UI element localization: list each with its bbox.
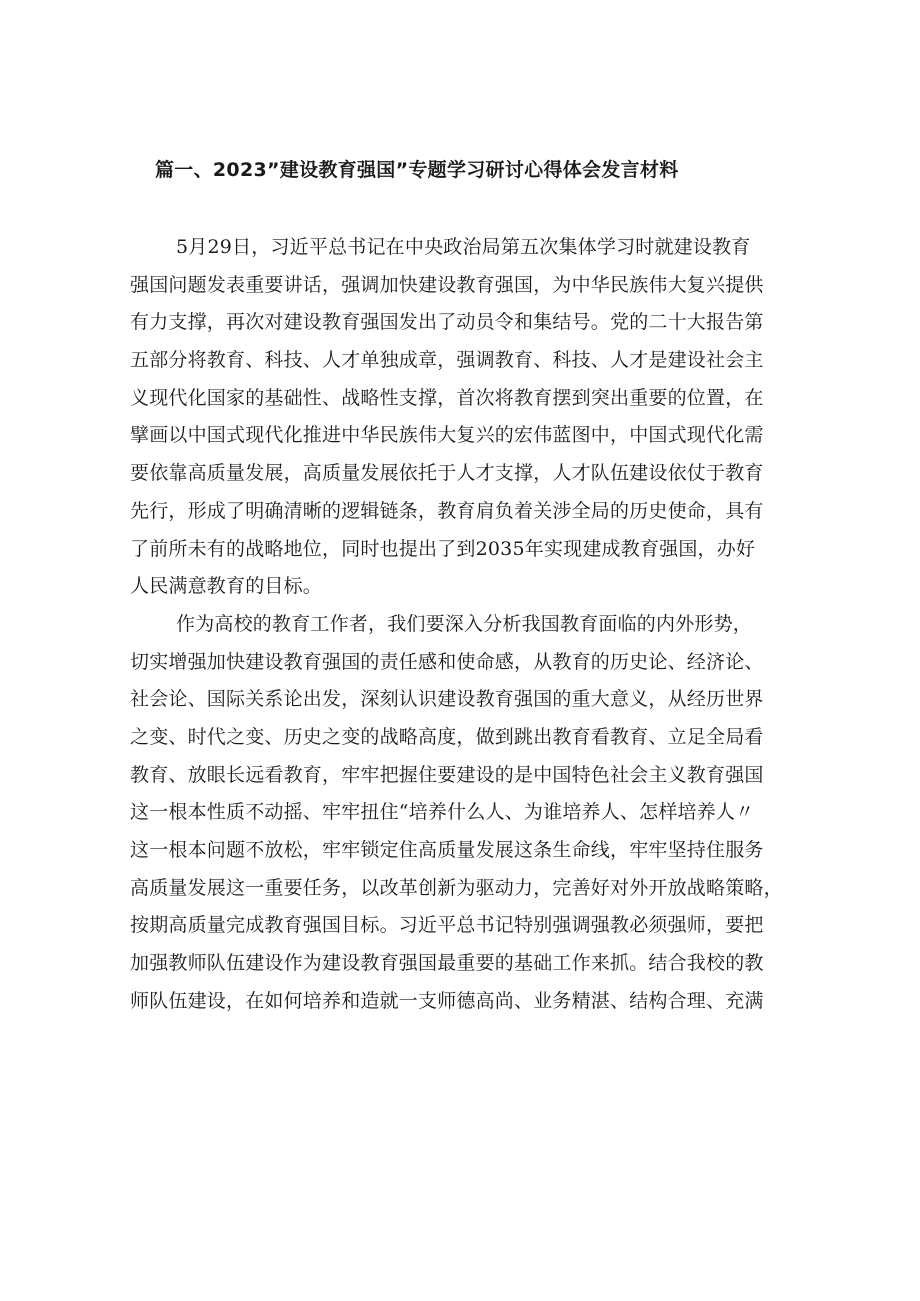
text-line: 强国问题发表重要讲话，强调加快建设教育强国，为中华民族伟大复兴提供 — [130, 273, 764, 296]
text-line: 按期高质量完成教育强国目标。习近平总书记特别强调强教必须强师，要把 — [130, 914, 764, 937]
text-line: 社会论、国际关系论出发，深刻认识建设教育强国的重大意义，从经历世界 — [130, 688, 764, 711]
text-line: 切实增强加快建设教育强国的责任感和使命感，从教育的历史论、经济论、 — [130, 650, 764, 673]
text-line: 这一根本性质不动摇、牢牢扭住“培养什么人、为谁培养人、怎样培养人〃 — [130, 801, 755, 824]
text-line: 之变、时代之变、历史之变的战略高度，做到跳出教育看教育、立足全局看 — [130, 725, 764, 748]
text-line: 义现代化国家的基础性、战略性支撑，首次将教育摆到突出重要的位置，在 — [130, 386, 764, 409]
text-line: 这一根本问题不放松，牢牢锁定住高质量发展这条生命线，牢牢坚持住服务 — [130, 839, 764, 861]
text-line: 作为高校的教育工作者，我们要深入分析我国教育面临的内外形势， — [176, 612, 753, 635]
paragraph-1 — [130, 229, 798, 606]
document-body — [130, 229, 798, 1020]
text-line: 擘画以中国式现代化推进中华民族伟大复兴的宏伟蓝图中，中国式现代化需 — [130, 424, 764, 447]
text-line: 要依靠高质量发展，高质量发展依托于人才支撑，人才队伍建设依仗于教育 — [130, 462, 764, 485]
text-line: 五部分将教育、科技、人才单独成章，强调教育、科技、人才是建设社会主 — [130, 349, 764, 372]
text-line: 教育、放眼长远看教育，牢牢把握住要建设的是中国特色社会主义教育强国 — [130, 763, 764, 786]
text-line: 加强教师队伍建设作为建设教育强国最重要的基础工作来抓。结合我校的教 — [130, 952, 764, 975]
text-line: 有力支撑，再次对建设教育强国发出了动员令和集结号。党的二十大报告第 — [130, 311, 764, 334]
text-line: 师队伍建设，在如何培养和造就一支师德高尚、业务精湛、结构合理、充满 — [130, 989, 764, 1012]
text-line: 先行，形成了明确清晰的逻辑链条，教育肩负着关涉全局的历史使命，具有 — [130, 499, 764, 522]
document-title: 篇一、2023”建设教育强国”专题学习研讨心得体会发言材料 — [155, 159, 679, 181]
text-line: 人民满意教育的目标。 — [130, 575, 323, 598]
text-line: 高质量发展这一重要任务，以改革创新为驱动力，完善好对外开放战略策略， — [130, 876, 783, 899]
paragraph-2 — [130, 606, 798, 1021]
text-line: 5月29日，习近平总书记在中央政治局第五次集体学习时就建设教育 — [176, 236, 751, 258]
text-line: 了前所未有的战略地位，同时也提出了到2035年实现建成教育强国，办好 — [130, 537, 756, 560]
